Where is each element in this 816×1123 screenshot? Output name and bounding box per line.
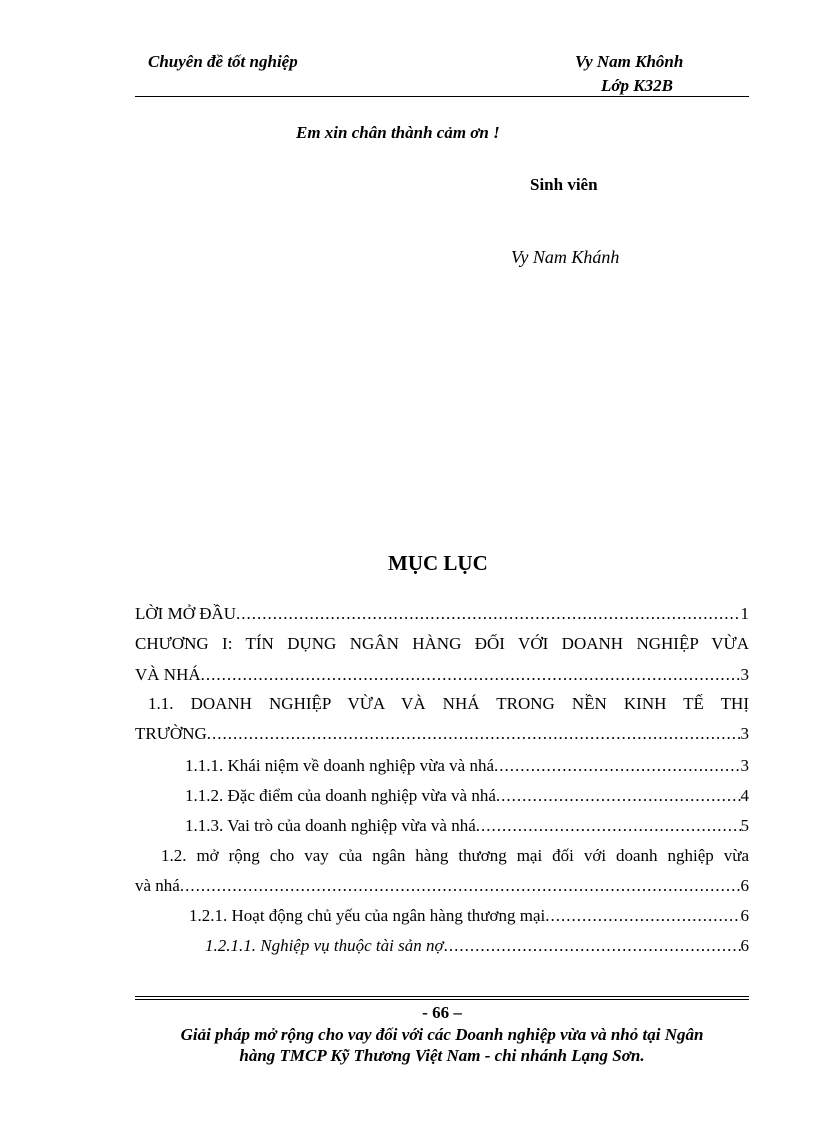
toc-title: MỤC LỤC [388,551,488,575]
toc-entry-text: 1.1.2. Đặc điểm của doanh nghiệp vừa và nhá [185,786,496,805]
footer-caption-line2: hàng TMCP Kỹ Thương Việt Nam - chi nhánh Lạng Sơn. [239,1046,645,1065]
thanks-message: Em xin chân thành cảm ơn ! [296,123,500,142]
header-left-title: Chuyên đề tốt nghiệp [148,52,298,71]
toc-entry-line1[interactable]: 1.2. mở rộng cho vay của ngân hàng thương mại đối với doanh nghiệp vừa [161,846,749,865]
toc-page: 3 [740,724,749,743]
toc-entry-text: 1.2.1.1. Nghiệp vụ thuộc tài sản nợ [205,936,444,955]
toc-entry-text: TRƯỜNG [135,724,207,743]
header-class: Lớp K32B [601,76,673,95]
toc-leader [494,756,741,776]
toc-page: 5 [740,816,749,835]
header-rule [135,96,749,97]
toc-leader [201,665,741,685]
toc-entry[interactable] [135,604,749,624]
toc-entry-text: 1.1.3. Vai trò của doanh nghiệp vừa và nhá [185,816,476,835]
toc-entry-text: 1.2.1. Hoạt động chủ yếu của ngân hàng thương mại [189,906,546,925]
signature-name: Vy Nam Khánh [511,247,620,267]
toc-leader [444,936,741,956]
toc-leader [236,604,740,624]
toc-page: 6 [740,876,749,895]
signature-role: Sinh viên [530,175,598,194]
toc-entry[interactable] [185,756,749,776]
toc-entry[interactable] [135,876,749,896]
header-author: Vy Nam Khônh [575,52,684,71]
toc-entry[interactable] [205,936,749,956]
footer-rule-top [135,996,749,997]
toc-entry[interactable] [135,724,749,744]
toc-entry[interactable] [189,906,749,926]
toc-entry[interactable] [185,786,749,806]
toc-page: 6 [740,936,749,955]
toc-leader [545,906,740,926]
toc-leader [180,876,741,896]
toc-entry-line1[interactable]: 1.1. DOANH NGHIỆP VỪA VÀ NHÁ TRONG NỀN KINH TẾ THỊ [148,694,749,713]
toc-entry-text: LỜI MỞ ĐẦU [135,604,237,623]
toc-page: 6 [740,906,749,925]
footer-rule-bottom [135,999,749,1000]
toc-entry-text: 1.1.1. Khái niệm về doanh nghiệp vừa và nhá [185,756,494,775]
toc-page: 3 [740,665,749,684]
toc-leader [496,786,741,806]
page-number: - 66 – [422,1003,462,1022]
toc-entry-text: và nhá [135,876,180,895]
toc-entry[interactable] [135,665,749,685]
toc-entry[interactable] [185,816,749,836]
toc-leader [476,816,741,836]
toc-leader [207,724,741,744]
footer-caption-line1: Giải pháp mở rộng cho vay đối với các Doanh nghiệp vừa và nhỏ tại Ngân [180,1025,704,1044]
toc-page: 3 [740,756,749,775]
toc-entry-line1[interactable]: CHƯƠNG I: TÍN DỤNG NGÂN HÀNG ĐỐI VỚI DOANH NGHIỆP VỪA [135,634,749,653]
toc-page: 4 [740,786,749,805]
toc-entry-text: VÀ NHÁ [135,665,201,684]
toc-page: 1 [740,604,749,623]
